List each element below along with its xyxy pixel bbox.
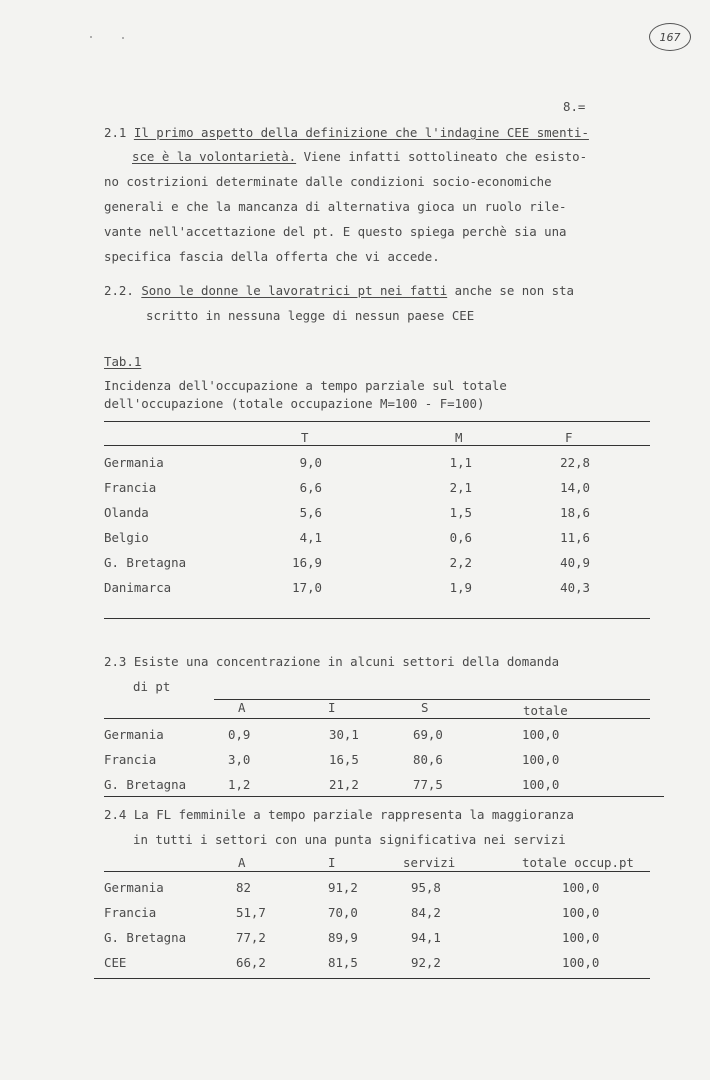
section-number: 2.1 bbox=[104, 125, 127, 140]
cell: 16,9 bbox=[292, 555, 322, 570]
cell: 70,0 bbox=[328, 905, 358, 920]
body-line: no costrizioni determinate dalle condizioni socio-economiche bbox=[104, 174, 552, 189]
body-line: in tutti i settori con una punta significativa nei servizi bbox=[133, 832, 566, 847]
cell: 82 bbox=[236, 880, 251, 895]
row-label: G. Bretagna bbox=[104, 930, 187, 945]
cell: 40,9 bbox=[560, 555, 590, 570]
cell: 100,0 bbox=[562, 880, 600, 895]
cell: 69,0 bbox=[413, 727, 443, 742]
section-2-1-line-1 bbox=[104, 125, 589, 140]
row-label: Francia bbox=[104, 752, 157, 767]
row-label: Germania bbox=[104, 880, 164, 895]
underlined-heading: sce è la volontarietà. bbox=[132, 149, 297, 164]
cell: 89,9 bbox=[328, 930, 358, 945]
table-caption: dell'occupazione (totale occupazione M=100 - F=100) bbox=[104, 396, 485, 411]
section-number: 2.2. bbox=[104, 283, 134, 298]
body-text: Viene infatti sottolineato che esisto- bbox=[296, 149, 588, 164]
section-2-2-line-1 bbox=[104, 283, 574, 298]
underlined-heading: Il primo aspetto della definizione che l'indagine CEE smenti- bbox=[133, 125, 589, 140]
body-line: generali e che la mancanza di alternativa gioca un ruolo rile- bbox=[104, 199, 567, 214]
row-label: CEE bbox=[104, 955, 127, 970]
cell: 2,1 bbox=[449, 480, 472, 495]
cell: 91,2 bbox=[328, 880, 358, 895]
body-line: specifica fascia della offerta che vi accede. bbox=[104, 249, 440, 264]
cell: 1,9 bbox=[449, 580, 472, 595]
cell: 14,0 bbox=[560, 480, 590, 495]
column-header-S: S bbox=[421, 700, 429, 715]
table-caption: Incidenza dell'occupazione a tempo parziale sul totale bbox=[104, 378, 507, 393]
row-label: G. Bretagna bbox=[104, 777, 187, 792]
table-rule bbox=[104, 871, 650, 872]
table-rule bbox=[104, 618, 650, 619]
cell: 17,0 bbox=[292, 580, 322, 595]
cell: 3,0 bbox=[228, 752, 251, 767]
cell: 94,1 bbox=[411, 930, 441, 945]
cell: 9,0 bbox=[299, 455, 322, 470]
cell: 2,2 bbox=[449, 555, 472, 570]
section-2-1-line-2 bbox=[132, 149, 587, 164]
column-header-A: A bbox=[238, 855, 246, 870]
cell: 30,1 bbox=[329, 727, 359, 742]
cell: 4,1 bbox=[299, 530, 322, 545]
cell: 21,2 bbox=[329, 777, 359, 792]
cell: 95,8 bbox=[411, 880, 441, 895]
row-label: Germania bbox=[104, 455, 164, 470]
row-label: G. Bretagna bbox=[104, 555, 187, 570]
cell: 92,2 bbox=[411, 955, 441, 970]
column-header-totale-occup: totale occup.pt bbox=[522, 855, 634, 870]
table-rule bbox=[104, 796, 664, 797]
column-header-M: M bbox=[455, 430, 463, 445]
cell: 84,2 bbox=[411, 905, 441, 920]
cell: 77,5 bbox=[413, 777, 443, 792]
column-header-I: I bbox=[328, 700, 336, 715]
cell: 66,2 bbox=[236, 955, 266, 970]
row-label: Belgio bbox=[104, 530, 149, 545]
page-stamp: 167 bbox=[649, 23, 691, 51]
column-header-F: F bbox=[565, 430, 573, 445]
table-rule bbox=[214, 699, 650, 700]
cell: 51,7 bbox=[236, 905, 266, 920]
row-label: Germania bbox=[104, 727, 164, 742]
cell: 0,6 bbox=[449, 530, 472, 545]
cell: 81,5 bbox=[328, 955, 358, 970]
cell: 100,0 bbox=[562, 905, 600, 920]
cell: 0,9 bbox=[228, 727, 251, 742]
row-label: Olanda bbox=[104, 505, 149, 520]
cell: 6,6 bbox=[299, 480, 322, 495]
table-label: Tab.1 bbox=[104, 354, 142, 369]
cell: 40,3 bbox=[560, 580, 590, 595]
cell: 11,6 bbox=[560, 530, 590, 545]
row-label: Francia bbox=[104, 905, 157, 920]
page-number: 8.= bbox=[563, 99, 586, 114]
cell: 100,0 bbox=[522, 727, 560, 742]
row-label: Francia bbox=[104, 480, 157, 495]
speck bbox=[122, 37, 124, 39]
body-line: scritto in nessuna legge di nessun paese CEE bbox=[146, 308, 475, 323]
cell: 22,8 bbox=[560, 455, 590, 470]
cell: 100,0 bbox=[522, 777, 560, 792]
cell: 100,0 bbox=[562, 930, 600, 945]
column-header-I: I bbox=[328, 855, 336, 870]
column-header-T: T bbox=[301, 430, 309, 445]
speck bbox=[90, 36, 92, 38]
column-header-servizi: servizi bbox=[403, 855, 456, 870]
body-line: vante nell'accettazione del pt. E questo spiega perchè sia una bbox=[104, 224, 567, 239]
cell: 1,5 bbox=[449, 505, 472, 520]
column-header-A: A bbox=[238, 700, 246, 715]
cell: 18,6 bbox=[560, 505, 590, 520]
table-rule bbox=[94, 978, 650, 979]
cell: 5,6 bbox=[299, 505, 322, 520]
cell: 80,6 bbox=[413, 752, 443, 767]
cell: 1,1 bbox=[449, 455, 472, 470]
cell: 1,2 bbox=[228, 777, 251, 792]
underlined-heading: Sono le donne le lavoratrici pt nei fatti bbox=[141, 283, 448, 298]
body-line: 2.3 Esiste una concentrazione in alcuni settori della domanda bbox=[104, 654, 560, 669]
body-line: di pt bbox=[133, 679, 171, 694]
table-rule bbox=[104, 445, 650, 446]
cell: 100,0 bbox=[562, 955, 600, 970]
cell: 100,0 bbox=[522, 752, 560, 767]
table-rule bbox=[104, 421, 650, 422]
body-line: 2.4 La FL femminile a tempo parziale rappresenta la maggioranza bbox=[104, 807, 574, 822]
cell: 16,5 bbox=[329, 752, 359, 767]
row-label: Danimarca bbox=[104, 580, 172, 595]
cell: 77,2 bbox=[236, 930, 266, 945]
column-header-totale: totale bbox=[523, 703, 568, 718]
table-rule bbox=[104, 718, 650, 719]
body-text: anche se non sta bbox=[447, 283, 574, 298]
